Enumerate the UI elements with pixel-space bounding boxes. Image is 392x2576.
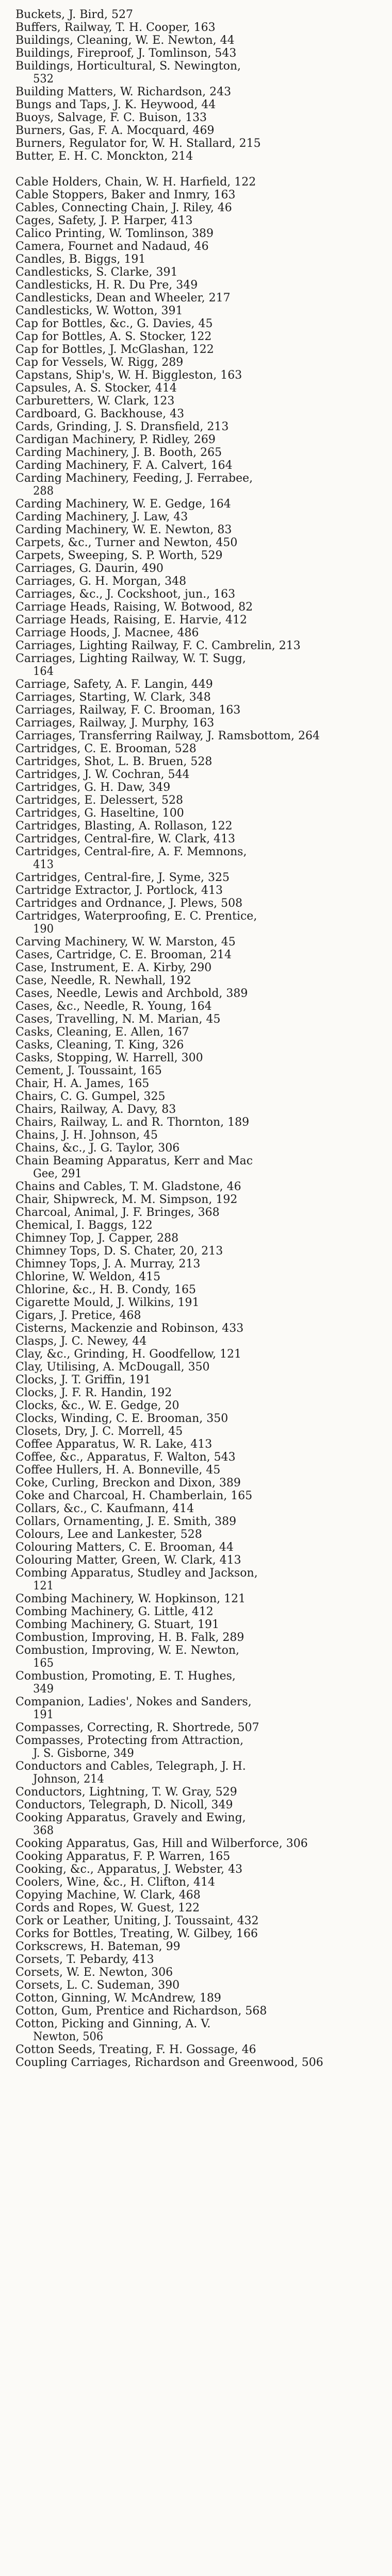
index-entry: Cards, Grinding, J. S. Dransfield, 213 <box>15 420 229 433</box>
index-entry: Cases, &c., Needle, R. Young, 164 <box>15 1000 212 1013</box>
index-entry: Carding Machinery, Feeding, J. Ferrabee, <box>15 472 253 485</box>
index-entry: Clocks, &c., W. E. Gedge, 20 <box>15 1399 179 1412</box>
index-entry-continuation: 165 <box>33 1657 54 1670</box>
index-entry: Cartridges, E. Delessert, 528 <box>15 794 184 807</box>
index-entry-continuation: 190 <box>33 923 54 936</box>
index-entry: Buildings, Cleaning, W. E. Newton, 44 <box>15 34 235 47</box>
index-entry: Camera, Fournet and Nadaud, 46 <box>15 240 209 253</box>
index-entry: Carburetters, W. Clark, 123 <box>15 395 175 408</box>
index-entry: Cable Stoppers, Baker and Inmry, 163 <box>15 189 236 201</box>
index-entry: Candlesticks, W. Wotton, 391 <box>15 304 183 317</box>
index-entry: Combustion, Improving, W. E. Newton, <box>15 1644 240 1657</box>
index-entry-continuation: Johnson, 214 <box>33 1773 104 1786</box>
index-entry: Buoys, Salvage, F. C. Buison, 133 <box>15 111 207 124</box>
index-entry: Building Matters, W. Richardson, 243 <box>15 86 232 98</box>
index-entry-continuation: 121 <box>33 1580 54 1592</box>
index-entry: Compasses, Protecting from Attraction, <box>15 1734 244 1747</box>
index-entry: Carriages, Lighting Railway, F. C. Cambrelin, 213 <box>15 639 301 652</box>
index-entry: Calico Printing, W. Tomlinson, 389 <box>15 227 214 240</box>
index-entry: Cartridges, J. W. Cochran, 544 <box>15 768 190 781</box>
index-entry: Chair, H. A. James, 165 <box>15 1077 150 1090</box>
index-entry: Carriages, &c., J. Cockshoot, jun., 163 <box>15 588 236 601</box>
index-entry: Clocks, J. T. Griffin, 191 <box>15 1374 151 1386</box>
index-entry: Chimney Tops, J. A. Murray, 213 <box>15 1258 201 1270</box>
index-entry: Cases, Cartridge, C. E. Brooman, 214 <box>15 948 232 961</box>
index-entry: Carding Machinery, J. Law, 43 <box>15 511 188 523</box>
index-entry: Cotton, Ginning, W. McAndrew, 189 <box>15 1992 221 2005</box>
index-entry: Cap for Vessels, W. Rigg, 289 <box>15 356 184 369</box>
index-entry: Clay, &c., Grinding, H. Goodfellow, 121 <box>15 1348 242 1361</box>
index-entry: Carriages, Lighting Railway, W. T. Sugg, <box>15 652 246 665</box>
index-entry-continuation: Newton, 506 <box>33 2030 104 2043</box>
index-entry: Chairs, Railway, A. Davy, 83 <box>15 1103 176 1116</box>
index-entry: Carriages, Transferring Railway, J. Ramsbottom, 264 <box>15 730 320 742</box>
index-entry: Closets, Dry, J. C. Morrell, 45 <box>15 1425 183 1438</box>
index-entry: Cooking Apparatus, Gas, Hill and Wilberforce, 306 <box>15 1837 308 1850</box>
index-entry: Cases, Needle, Lewis and Archbold, 389 <box>15 987 248 1000</box>
index-entry: Cages, Safety, J. P. Harper, 413 <box>15 214 193 227</box>
index-entry: Carriage Heads, Raising, E. Harvie, 412 <box>15 614 248 626</box>
index-entry: Cotton, Picking and Ginning, A. V. <box>15 2018 211 2030</box>
index-entry: Corkscrews, H. Bateman, 99 <box>15 1940 181 1953</box>
index-entry-continuation: 532 <box>33 73 54 86</box>
index-entry: Chain Beaming Apparatus, Kerr and Mac <box>15 1155 253 1167</box>
index-entry: Buildings, Horticultural, S. Newington, <box>15 60 241 73</box>
index-entry: Companion, Ladies', Nokes and Sanders, <box>15 1696 252 1708</box>
index-entry-continuation: J. S. Gisborne, 349 <box>33 1747 134 1760</box>
index-entry: Cardigan Machinery, P. Ridley, 269 <box>15 433 216 446</box>
index-entry: Chairs, C. G. Gumpel, 325 <box>15 1090 166 1103</box>
index-entry: Coupling Carriages, Richardson and Greenwood, 506 <box>15 2056 323 2069</box>
index-entry-continuation: 349 <box>33 1683 54 1696</box>
index-entry: Case, Needle, R. Newhall, 192 <box>15 974 191 987</box>
index-entry: Burners, Regulator for, W. H. Stallard, 215 <box>15 137 261 150</box>
index-entry: Cartridge Extractor, J. Portlock, 413 <box>15 884 223 897</box>
index-entry: Chlorine, W. Weldon, 415 <box>15 1270 161 1283</box>
index-entry: Cooking Apparatus, F. P. Warren, 165 <box>15 1850 231 1863</box>
index-entry: Candlesticks, H. R. Du Pre, 349 <box>15 279 198 292</box>
index-entry: Collars, Ornamenting, J. E. Smith, 389 <box>15 1515 237 1528</box>
index-entry: Carpets, &c., Turner and Newton, 450 <box>15 536 238 549</box>
index-entry: Chains, &c., J. G. Taylor, 306 <box>15 1142 180 1155</box>
index-entry-continuation: 413 <box>33 858 54 871</box>
index-column <box>15 8 377 2069</box>
index-entry: Candles, B. Biggs, 191 <box>15 253 146 266</box>
index-entry: Collars, &c., C. Kaufmann, 414 <box>15 1502 194 1515</box>
index-entry: Carriages, G. Daurin, 490 <box>15 562 164 575</box>
index-entry: Candlesticks, S. Clarke, 391 <box>15 266 178 279</box>
index-entry: Colouring Matters, C. E. Brooman, 44 <box>15 1541 234 1554</box>
index-entry: Chairs, Railway, L. and R. Thornton, 189 <box>15 1116 250 1129</box>
index-entry: Carpets, Sweeping, S. P. Worth, 529 <box>15 549 223 562</box>
index-entry: Clocks, Winding, C. E. Brooman, 350 <box>15 1412 228 1425</box>
index-entry: Coke and Charcoal, H. Chamberlain, 165 <box>15 1489 253 1502</box>
index-entry: Conductors, Telegraph, D. Nicoll, 349 <box>15 1799 233 1811</box>
index-entry: Carriages, G. H. Morgan, 348 <box>15 575 187 588</box>
index-entry: Cartridges, C. E. Brooman, 528 <box>15 742 197 755</box>
index-entry: Carding Machinery, F. A. Calvert, 164 <box>15 459 233 472</box>
index-entry: Coke, Curling, Breckon and Dixon, 389 <box>15 1477 241 1489</box>
index-entry: Combustion, Improving, H. B. Falk, 289 <box>15 1631 244 1644</box>
index-entry: Casks, Cleaning, E. Allen, 167 <box>15 1026 189 1039</box>
index-entry: Corsets, T. Pebardy, 413 <box>15 1953 154 1966</box>
index-entry: Cartridges, Shot, L. B. Bruen, 528 <box>15 755 213 768</box>
index-entry: Chains and Cables, T. M. Gladstone, 46 <box>15 1180 241 1193</box>
index-entry: Combing Machinery, G. Little, 412 <box>15 1605 214 1618</box>
index-entry: Cartridges, Central-fire, A. F. Memnons, <box>15 845 247 858</box>
index-entry: Candlesticks, Dean and Wheeler, 217 <box>15 292 231 304</box>
index-entry: Copying Machine, W. Clark, 468 <box>15 1889 201 1902</box>
index-entry: Cases, Travelling, N. M. Marian, 45 <box>15 1013 221 1026</box>
index-entry: Combing Machinery, G. Stuart, 191 <box>15 1618 219 1631</box>
index-entry: Coolers, Wine, &c., H. Clifton, 414 <box>15 1876 215 1889</box>
index-entry: Cork or Leather, Uniting, J. Toussaint, 432 <box>15 1914 259 1927</box>
index-entry: Cigarette Mould, J. Wilkins, 191 <box>15 1296 200 1309</box>
index-entry: Carriages, Starting, W. Clark, 348 <box>15 691 211 704</box>
index-entry-continuation: Gee, 291 <box>33 1167 82 1180</box>
index-entry: Capsules, A. S. Stocker, 414 <box>15 382 177 395</box>
index-entry: Colouring Matter, Green, W. Clark, 413 <box>15 1554 241 1567</box>
index-entry: Casks, Cleaning, T. King, 326 <box>15 1039 184 1052</box>
index-entry: Cartridges, Blasting, A. Rollason, 122 <box>15 820 233 833</box>
index-entry: Chlorine, &c., H. B. Condy, 165 <box>15 1283 197 1296</box>
index-entry: Compasses, Correcting, R. Shortrede, 507 <box>15 1721 259 1734</box>
index-entry: Combing Apparatus, Studley and Jackson, <box>15 1567 258 1580</box>
index-entry-continuation: 288 <box>33 485 54 498</box>
index-entry: Corsets, W. E. Newton, 306 <box>15 1966 173 1979</box>
index-entry: Cement, J. Toussaint, 165 <box>15 1064 162 1077</box>
index-entry: Cap for Bottles, A. S. Stocker, 122 <box>15 330 212 343</box>
index-entry: Cooking Apparatus, Gravely and Ewing, <box>15 1811 246 1824</box>
index-entry: Chimney Tops, D. S. Chater, 20, 213 <box>15 1245 223 1258</box>
index-entry: Combustion, Promoting, E. T. Hughes, <box>15 1670 236 1683</box>
index-entry: Capstans, Ship's, W. H. Biggleston, 163 <box>15 369 242 382</box>
index-entry: Cartridges, Waterproofing, E. C. Prentice, <box>15 910 257 923</box>
index-entry: Cap for Bottles, J. McGlashan, 122 <box>15 343 214 356</box>
index-entry: Clasps, J. C. Newey, 44 <box>15 1335 147 1348</box>
index-entry-continuation: 164 <box>33 665 54 678</box>
index-entry: Cisterns, Mackenzie and Robinson, 433 <box>15 1322 244 1335</box>
section-gap <box>15 163 377 176</box>
index-entry: Carriages, Railway, J. Murphy, 163 <box>15 717 215 730</box>
index-entry: Carding Machinery, W. E. Gedge, 164 <box>15 498 231 511</box>
index-entry: Cartridges, Central-fire, W. Clark, 413 <box>15 833 236 845</box>
index-entry: Clocks, J. F. R. Handin, 192 <box>15 1386 172 1399</box>
index-entry: Cooking, &c., Apparatus, J. Webster, 43 <box>15 1863 243 1876</box>
index-entry: Carding Machinery, J. B. Booth, 265 <box>15 446 222 459</box>
index-entry: Coffee Hullers, H. A. Bonneville, 45 <box>15 1464 221 1477</box>
index-entry: Charcoal, Animal, J. F. Bringes, 368 <box>15 1206 220 1219</box>
index-entry: Cords and Ropes, W. Guest, 122 <box>15 1902 200 1914</box>
index-entry: Cotton Seeds, Treating, F. H. Gossage, 46 <box>15 2043 256 2056</box>
index-entry: Carriage, Safety, A. F. Langin, 449 <box>15 678 213 691</box>
index-entry: Carriages, Railway, F. C. Brooman, 163 <box>15 704 241 717</box>
index-entry: Coffee Apparatus, W. R. Lake, 413 <box>15 1438 213 1451</box>
index-entry: Chimney Top, J. Capper, 288 <box>15 1232 179 1245</box>
index-entry: Cable Holders, Chain, W. H. Harfield, 122 <box>15 176 256 189</box>
index-entry: Cartridges, G. H. Daw, 349 <box>15 781 171 794</box>
index-entry: Cartridges and Ordnance, J. Plews, 508 <box>15 897 243 910</box>
index-entry: Cigars, J. Pretice, 468 <box>15 1309 141 1322</box>
index-entry-continuation: 191 <box>33 1708 54 1721</box>
index-entry: Buildings, Fireproof, J. Tomlinson, 543 <box>15 47 237 60</box>
index-entry: Chains, J. H. Johnson, 45 <box>15 1129 158 1142</box>
index-entry: Combing Machinery, W. Hopkinson, 121 <box>15 1592 246 1605</box>
index-entry: Cardboard, G. Backhouse, 43 <box>15 408 185 420</box>
index-entry: Colours, Lee and Lankester, 528 <box>15 1528 202 1541</box>
index-entry: Butter, E. H. C. Monckton, 214 <box>15 150 193 163</box>
index-entry: Chair, Shipwreck, M. M. Simpson, 192 <box>15 1193 238 1206</box>
index-entry: Carving Machinery, W. W. Marston, 45 <box>15 936 236 948</box>
index-entry: Cartridges, G. Haseltine, 100 <box>15 807 184 820</box>
index-entry: Burners, Gas, F. A. Mocquard, 469 <box>15 124 215 137</box>
index-entry: Casks, Stopping, W. Harrell, 300 <box>15 1052 203 1064</box>
index-entry: Corsets, L. C. Sudeman, 390 <box>15 1979 180 1992</box>
index-entry: Conductors, Lightning, T. W. Gray, 529 <box>15 1786 237 1799</box>
index-entry: Coffee, &c., Apparatus, F. Walton, 543 <box>15 1451 236 1464</box>
index-entry: Corks for Bottles, Treating, W. Gilbey, 166 <box>15 1927 258 1940</box>
index-entry: Cap for Bottles, &c., G. Davies, 45 <box>15 317 213 330</box>
index-entry: Case, Instrument, E. A. Kirby, 290 <box>15 961 212 974</box>
index-entry: Carriage Hoods, J. Macnee, 486 <box>15 626 199 639</box>
index-entry: Conductors and Cables, Telegraph, J. H. <box>15 1760 246 1773</box>
index-entry: Cartridges, Central-fire, J. Syme, 325 <box>15 871 230 884</box>
index-entry: Carriage Heads, Raising, W. Botwood, 82 <box>15 601 253 614</box>
index-entry: Clay, Utilising, A. McDougall, 350 <box>15 1361 210 1374</box>
index-entry-continuation: 368 <box>33 1824 54 1837</box>
index-entry: Buckets, J. Bird, 527 <box>15 8 134 21</box>
index-entry: Bungs and Taps, J. K. Heywood, 44 <box>15 98 216 111</box>
index-entry: Chemical, I. Baggs, 122 <box>15 1219 153 1232</box>
index-entry: Cables, Connecting Chain, J. Riley, 46 <box>15 201 232 214</box>
index-entry: Carding Machinery, W. E. Newton, 83 <box>15 523 232 536</box>
index-entry: Cotton, Gum, Prentice and Richardson, 568 <box>15 2005 267 2018</box>
index-entry: Buffers, Railway, T. H. Cooper, 163 <box>15 21 216 34</box>
